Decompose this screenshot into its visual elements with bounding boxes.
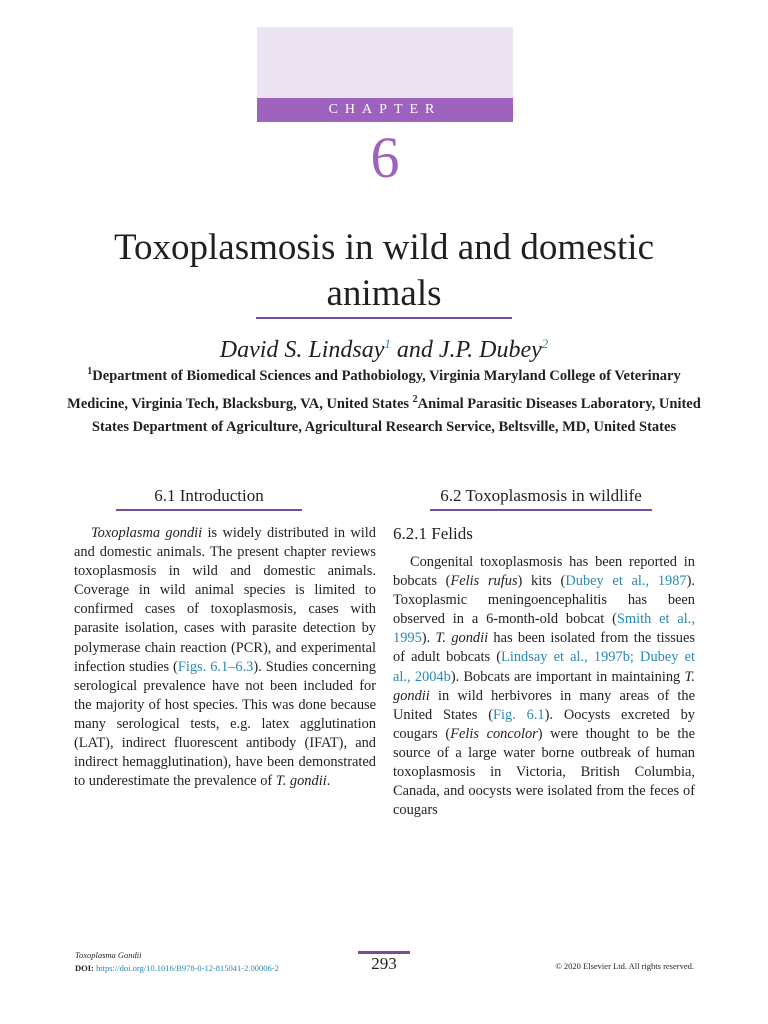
chapter-number: 6	[370, 125, 400, 190]
species-name: Toxoplasma gondii	[91, 525, 203, 541]
author-joiner: and	[396, 337, 433, 363]
introduction-paragraph	[74, 524, 376, 791]
body-text: ). Bobcats are important in maintaining	[450, 668, 685, 685]
affiliation-mark: 2	[412, 393, 418, 405]
body-text: ). Oocysts excreted by cougars (	[393, 706, 695, 742]
body-text: Congenital toxoplasmosis has been reported in bobcats (	[393, 554, 695, 590]
author-affiliation-mark[interactable]: 1	[384, 336, 391, 351]
copyright-notice: © 2020 Elsevier Ltd. All rights reserved.	[555, 961, 694, 971]
citation-link[interactable]: Lindsay et al., 1997b; Dubey et al., 2004b	[393, 649, 695, 685]
body-text: ) were thought to be the source of a large water borne outbreak of human toxoplasmosis in Victoria, British Columbia, Canada, and oocysts were isolated from the feces of cougars	[393, 725, 695, 819]
species-name: T. gondii	[275, 773, 327, 790]
title-divider	[256, 317, 512, 319]
affiliation-mark: 1	[87, 366, 93, 377]
page-number: 293	[371, 954, 397, 973]
author-affiliation-mark[interactable]: 2	[541, 336, 549, 351]
species-name: T. gondii	[435, 630, 489, 647]
section-divider	[430, 509, 652, 511]
felids-paragraph	[393, 553, 695, 820]
book-title: Toxoplasma Gondii	[75, 950, 142, 960]
chapter-title: Toxoplasmosis in wild and domestic animals	[113, 227, 655, 314]
chapter-label: CHAPTER	[257, 98, 513, 122]
affiliations	[62, 360, 706, 439]
body-text: .	[326, 773, 331, 790]
section-divider	[116, 509, 302, 511]
figure-link[interactable]: Figs. 6.1–6.3	[177, 658, 254, 675]
author-name: David S. Lindsay	[219, 337, 385, 363]
author-name: J.P. Dubey	[438, 337, 542, 363]
section-heading-introduction: 6.1 Introduction	[154, 486, 264, 505]
body-text: in wild herbivores in many areas of the United States (	[393, 687, 695, 723]
species-name: Felis concolor	[450, 725, 538, 742]
subsection-heading-felids: 6.2.1 Felids	[393, 524, 473, 543]
species-name: T. gondii	[393, 668, 696, 704]
species-name: Felis rufus	[450, 573, 518, 590]
affiliation-text: Department of Biomedical Sciences and Pathobiology, Virginia Maryland College of Veterinary Medicine, Virginia Tech, Blacksburg, VA, United States	[67, 367, 681, 412]
body-text: has been isolated from the tissues of adult bobcats (	[393, 630, 695, 666]
figure-link[interactable]: Fig. 6.1	[493, 706, 545, 723]
body-text: ). Toxoplasmic meningoencephalitis has been observed in a 6-month-old bobcat (	[393, 573, 695, 628]
body-text: ) kits (	[517, 573, 566, 590]
footer-citation	[75, 949, 279, 975]
body-text: ).	[421, 630, 436, 647]
citation-link[interactable]: Smith et al., 1995	[393, 611, 695, 647]
doi-label: DOI:	[75, 963, 94, 973]
section-heading-wildlife: 6.2 Toxoplasmosis in wildlife	[440, 486, 642, 505]
doi-link[interactable]: https://doi.org/10.1016/B978-0-12-815041-2.00006-2	[96, 963, 279, 973]
affiliation-text: Animal Parasitic Diseases Laboratory, United States Department of Agriculture, Agricultural Research Service, Beltsville, MD, United States	[91, 395, 701, 435]
body-text: ). Studies concerning serological prevalence have not been included for the majority of host species. This was done because many serological tests, e.g. latex agglutination (LAT), indirect fluorescent antibody (IFAT), and indirect hemagglutination), have been demonstrated to underestimate the prevalence of	[74, 658, 376, 790]
citation-link[interactable]: Dubey et al., 1987	[565, 573, 687, 590]
body-text: is widely distributed in wild and domestic animals. The present chapter reviews toxoplasmosis in wild and domestic animals. Coverage in wild animal species is limited to confirmed cases of toxoplasmosis, cases with parasite isolation, cases with parasite detection by polymerase chain reaction (PCR), and experimental infection studies (	[74, 525, 376, 675]
